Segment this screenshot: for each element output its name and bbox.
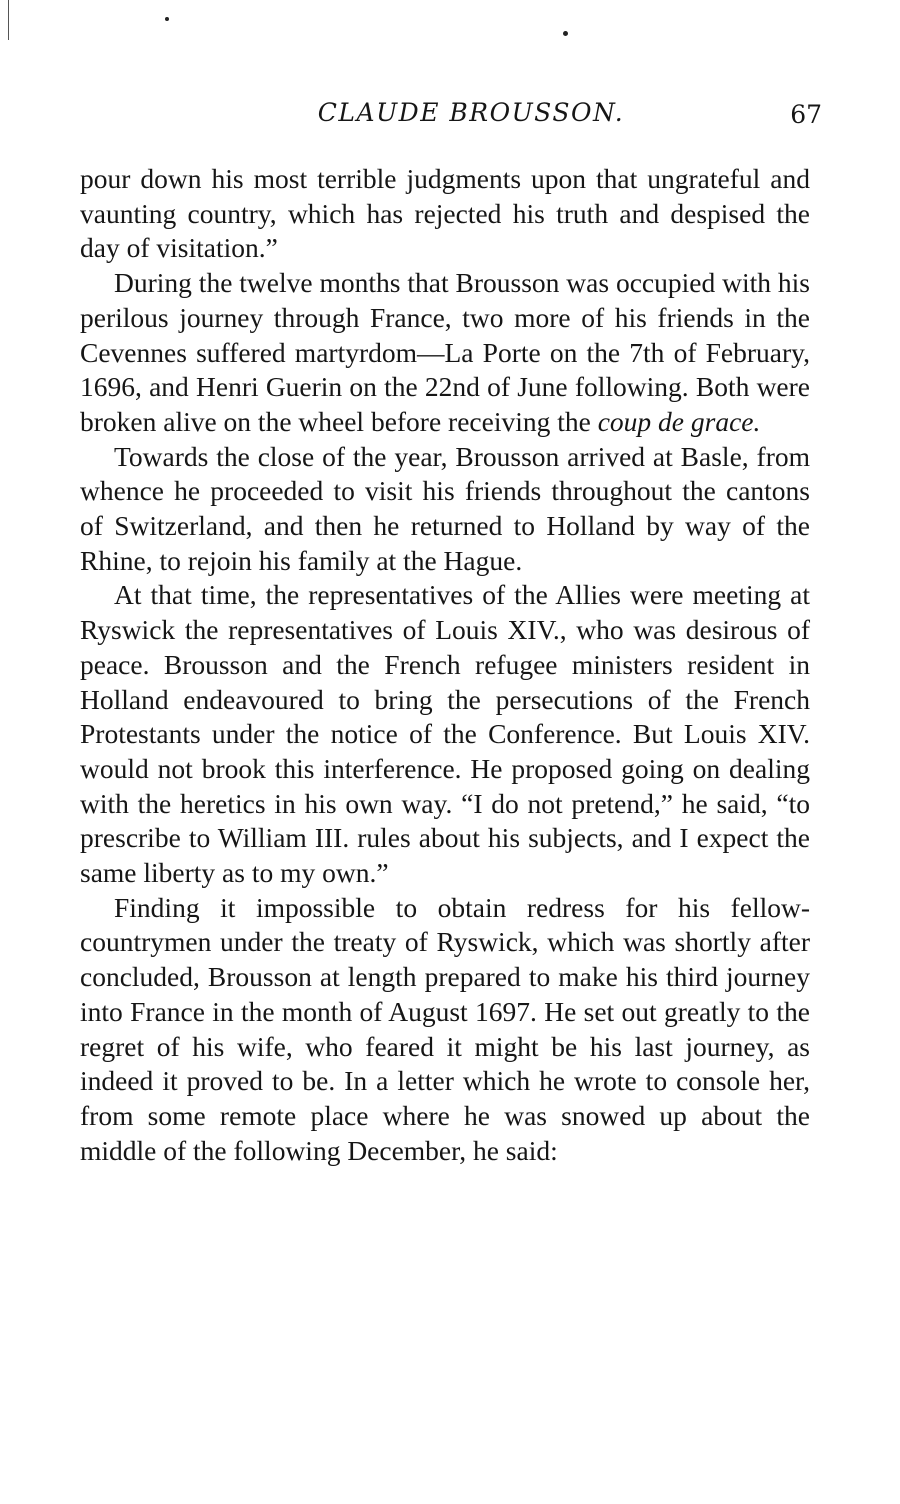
paragraph: At that time, the representatives of the Allies were meeting at Ryswick the representatives of Louis XIV., who was desirous of peace. Brousson and the French refugee ministers resident in Holland endeavoured to bring the persecutions of the French Protestants under the notice of the Conference. But Louis XIV. would not brook this interference. He proposed going on dealing with the heretics in his own way. “I do not pretend,” he said, “to prescribe to William III. rules about his subjects, and I expect the same liberty as to my own.” [80,579,810,889]
paragraph-italic-text: coup de grace. [597,405,761,437]
paragraph-text: During the twelve months that Brousson was occupied with his perilous journey through France, two more of his friends in the Cevennes suffered martyrdom—La Porte on the 7th of February, 1696, and Henri Guerin on the 22nd of June following. Both were broken alive on the wheel before receiving the [80,267,810,437]
paragraph: pour down his most terrible judgments upon that ungrateful and vaunting country, which has rejected his truth and despised the day of visitation.” [80,163,810,264]
ink-speck [165,17,169,21]
ink-speck [563,31,568,36]
page-header [80,98,822,138]
running-title: CLAUDE BROUSSON. [317,98,625,127]
paragraph: Towards the close of the year, Brousson arrived at Basle, from whence he proceeded to visit his friends throughout the cantons of Switzerland, and then he returned to Holland by way of the Rhine, to rejoin his family at the Hague. [80,440,810,576]
paragraph: Finding it impossible to obtain redress for his fellow-countrymen under the treaty of Ryswick, which was shortly after concluded, Brousson at length prepared to make his third journey into France in the month of August 1697. He set out greatly to the regret of his wife, who feared it might be his last journey, as indeed it proved to be. In a letter which he wrote to console her, from some remote place where he was snowed up about the middle of the following December, he said: [80,891,810,1166]
page-edge-mark [8,0,9,40]
paragraph [80,266,810,440]
page-number: 67 [790,100,822,129]
body-text [80,162,810,1168]
